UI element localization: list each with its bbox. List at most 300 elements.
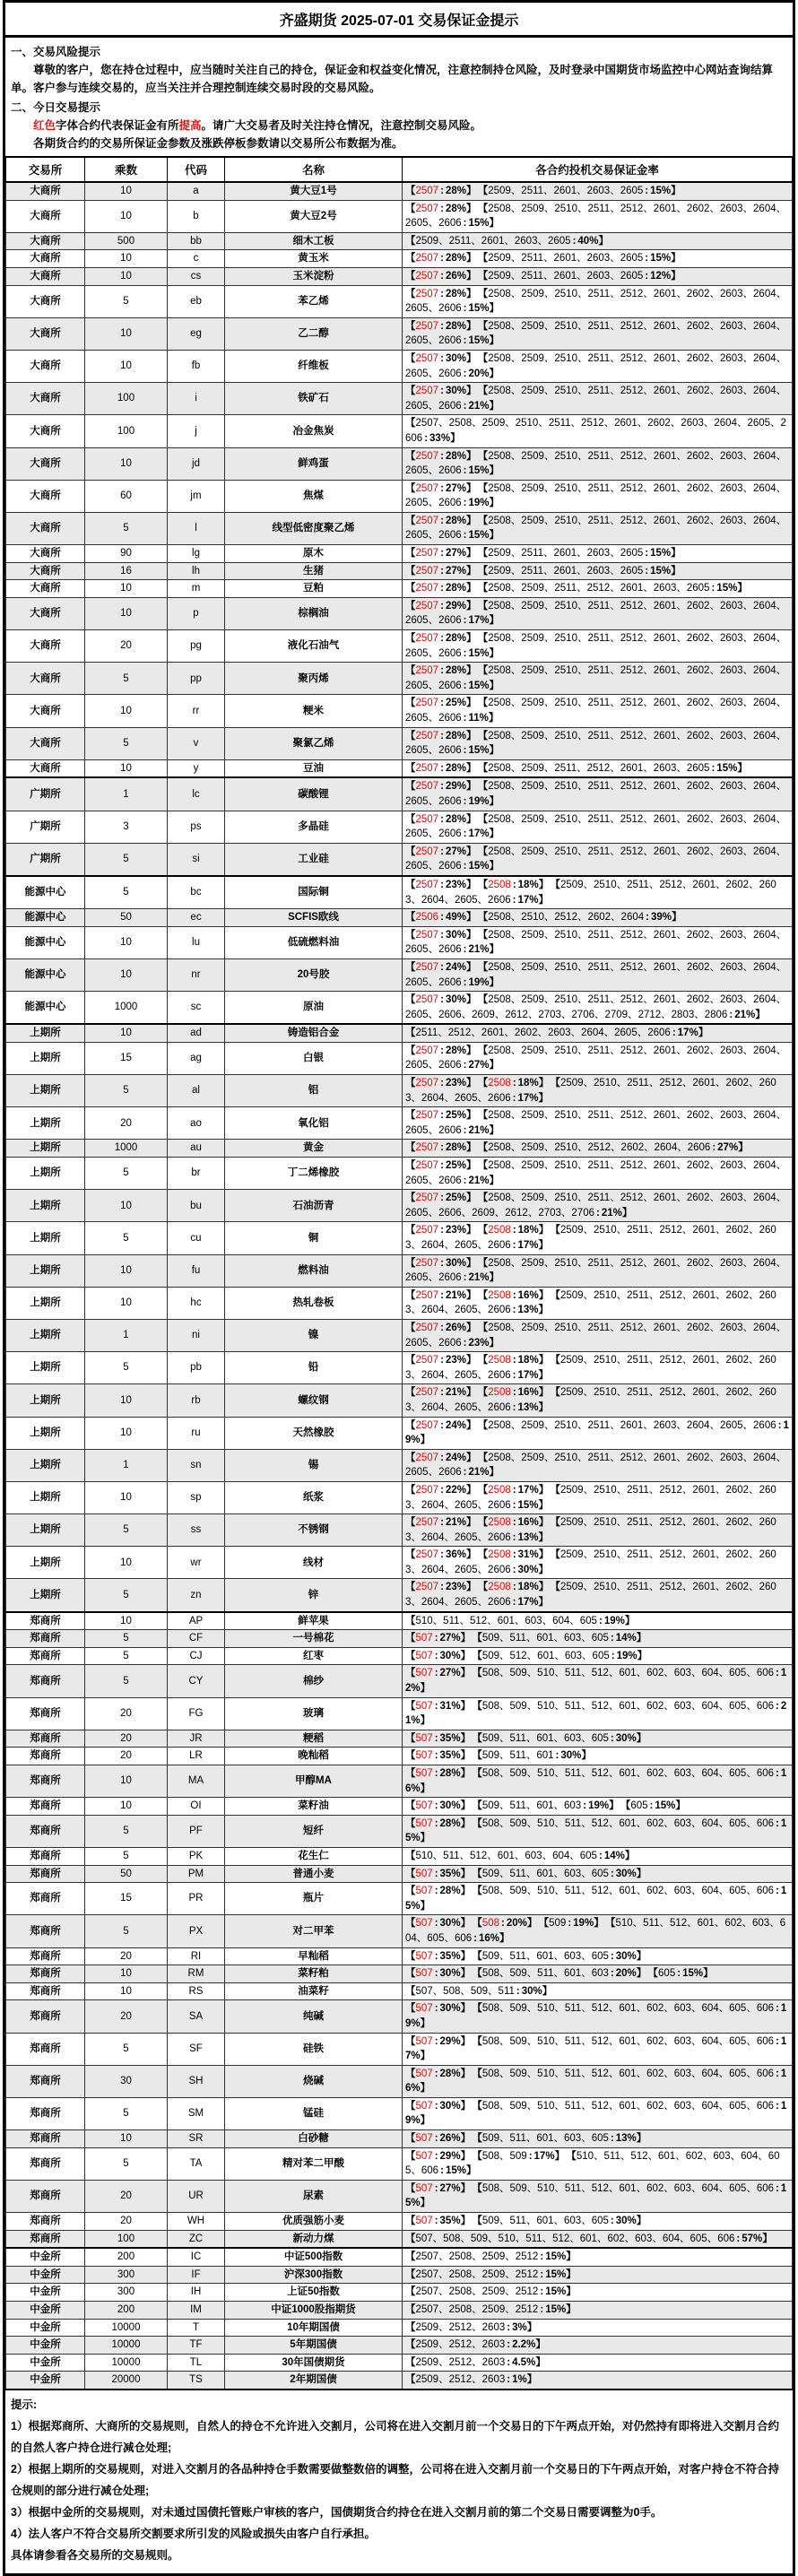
table-row-PK bbox=[6, 1847, 793, 1865]
margin-rate-value: 28% bbox=[439, 2068, 461, 2079]
margin-rate-cell bbox=[403, 562, 793, 580]
raised-margin-contracts: 507 bbox=[415, 2133, 433, 2145]
name-cell: 白银 bbox=[225, 1042, 403, 1074]
name-cell: 工业硅 bbox=[225, 843, 403, 876]
name-cell: 线型低密度聚乙烯 bbox=[225, 512, 403, 544]
margin-rate-cell bbox=[403, 1481, 793, 1514]
raised-margin-contracts: 508 bbox=[481, 1918, 499, 1930]
table-row-rr bbox=[6, 695, 793, 727]
contracts: 2508、2509、2510、2511、2512、2601、2602、2603、2604、2605、2606 bbox=[405, 1452, 787, 1479]
margin-group: 【507 : 35%】 bbox=[405, 1750, 472, 1762]
exchange-cell: 中金所 bbox=[6, 2354, 85, 2372]
name-cell: 聚丙烯 bbox=[225, 663, 403, 695]
margin-rate-value: 30% bbox=[615, 1868, 637, 1879]
name-cell: 锌 bbox=[225, 1579, 403, 1612]
margin-rate-value: 21% bbox=[468, 944, 490, 956]
margin-rate-value: 17% bbox=[517, 1484, 539, 1496]
margin-rate-value: 19% bbox=[573, 1918, 594, 1930]
margin-group: 【2509、2512、2603 : 1%】 bbox=[405, 2374, 538, 2386]
margin-group: 【2508 : 17%】 bbox=[482, 1484, 550, 1496]
name-cell: 苯乙烯 bbox=[225, 285, 403, 317]
contracts: 2509、2512、2603 bbox=[415, 2339, 506, 2351]
code-cell: SM bbox=[168, 2097, 225, 2129]
exchange-cell: 大商所 bbox=[6, 415, 85, 447]
margin-rate-value: 28% bbox=[445, 1045, 466, 1056]
code-cell: ru bbox=[168, 1417, 225, 1449]
margin-rate-cell bbox=[403, 1287, 793, 1319]
margin-group: 【2508、2509、2510、2511、2512、2601、2602、2603、2604、2605、2606 : 15%】 bbox=[405, 450, 787, 477]
margin-rate-cell bbox=[403, 1514, 793, 1547]
margin-rate-value: 17% bbox=[468, 615, 490, 627]
raised-margin-contracts: 507 bbox=[415, 1918, 433, 1930]
margin-group: 【2507 : 28%】 bbox=[405, 515, 477, 526]
name-cell: 锰硅 bbox=[225, 2097, 403, 2129]
table-row-l bbox=[6, 512, 793, 544]
raised-margin-contracts: 2507 bbox=[415, 1160, 439, 1172]
table-row-sc bbox=[6, 992, 793, 1025]
margin-rate-value: 49% bbox=[445, 912, 466, 924]
margin-group: 【2507 : 21%】 bbox=[405, 1517, 477, 1529]
exchange-cell: 能源中心 bbox=[6, 876, 85, 909]
table-row-pb bbox=[6, 1352, 793, 1384]
margin-group: 【2509、2512、2603 : 4.5%】 bbox=[405, 2356, 546, 2368]
margin-group: 【2507 : 23%】 bbox=[405, 879, 477, 890]
raised-margin-contracts: 507 bbox=[415, 1886, 433, 1897]
margin-rate-value: 28% bbox=[445, 730, 466, 742]
code-cell: bb bbox=[168, 232, 225, 250]
margin-rate-value: 15% bbox=[405, 1817, 787, 1844]
margin-rate-value: 15% bbox=[468, 861, 490, 872]
table-row-fu bbox=[6, 1254, 793, 1287]
name-cell: 沪深300指数 bbox=[225, 2266, 403, 2284]
multiplier-cell: 10 bbox=[85, 1547, 168, 1579]
raised-margin-contracts: 2507 bbox=[415, 1549, 439, 1561]
table-row-CY bbox=[6, 1665, 793, 1697]
exchange-cell: 大商所 bbox=[6, 512, 85, 544]
contracts: 2509、2512、2603 bbox=[415, 2321, 506, 2333]
table-row-MA bbox=[6, 1765, 793, 1798]
code-cell: zn bbox=[168, 1579, 225, 1612]
name-cell: 菜籽油 bbox=[225, 1798, 403, 1816]
exchange-cell: 郑商所 bbox=[6, 1630, 85, 1648]
margin-group: 【508 : 20%】 bbox=[477, 1918, 538, 1930]
raised-margin-contracts: 2507 bbox=[415, 386, 439, 397]
code-cell: MA bbox=[168, 1765, 225, 1798]
margin-rate-value: 30% bbox=[445, 1257, 466, 1269]
exchange-cell: 大商所 bbox=[6, 182, 85, 200]
raised-margin-contracts: 2508 bbox=[488, 1484, 511, 1496]
margin-group: 【507 : 27%】 bbox=[405, 1633, 472, 1644]
exchange-cell: 大商所 bbox=[6, 727, 85, 759]
exchange-cell: 大商所 bbox=[6, 562, 85, 580]
code-cell: FG bbox=[168, 1697, 225, 1730]
margin-rate-cell bbox=[403, 232, 793, 250]
multiplier-cell: 10 bbox=[85, 317, 168, 350]
exchange-cell: 广期所 bbox=[6, 777, 85, 811]
code-cell: si bbox=[168, 843, 225, 876]
margin-group: 【509 : 19%】 bbox=[543, 1918, 604, 1930]
exchange-cell: 广期所 bbox=[6, 843, 85, 876]
margin-rate-cell bbox=[403, 1579, 793, 1612]
code-cell: pp bbox=[168, 663, 225, 695]
margin-rate-value: 26% bbox=[445, 270, 466, 282]
contracts: 510、511、512、601、602、603、604、605、606 bbox=[405, 2150, 780, 2177]
margin-group: 【2509、2510、2511、2512、2601、2602、2603、2604、2605、2606 : 13%】 bbox=[405, 1289, 776, 1316]
margin-rate-cell bbox=[403, 2130, 793, 2148]
table-row-IM bbox=[6, 2302, 793, 2320]
multiplier-cell: 10000 bbox=[85, 2337, 168, 2355]
multiplier-cell: 5 bbox=[85, 663, 168, 695]
table-row-pp bbox=[6, 663, 793, 695]
table-row-OI bbox=[6, 1798, 793, 1816]
contracts: 508、509、510、511、512、601、602、603、604、605、606 bbox=[481, 1886, 775, 1897]
contracts: 2508、2509、2510、2511、2512、2601、2602、2603、2604、2605、2606 bbox=[405, 1322, 787, 1349]
margin-rate-cell bbox=[403, 2284, 793, 2302]
exchange-cell: 大商所 bbox=[6, 480, 85, 512]
margin-rate-value: 30% bbox=[560, 1750, 582, 1762]
exchange-cell: 郑商所 bbox=[6, 1798, 85, 1816]
name-cell: 铸造铝合金 bbox=[225, 1024, 403, 1042]
multiplier-cell: 10000 bbox=[85, 2354, 168, 2372]
contracts: 2508、2509、2510、2511、2512、2601、2602、2603、2604、2605、2606 bbox=[405, 633, 787, 659]
plain-text: 。请广大交易者及时关注持仓情况，注意控制交易风险。 bbox=[201, 119, 482, 132]
contracts: 509、511、601、603、605 bbox=[481, 1732, 609, 1744]
contracts: 2509、2510、2511、2512、2601、2602、2603、2604、2605、2606 bbox=[405, 1517, 776, 1543]
exchange-cell: 上期所 bbox=[6, 1352, 85, 1384]
code-cell: IM bbox=[168, 2302, 225, 2320]
margin-group: 【509、511、601、603、605 : 13%】 bbox=[477, 2133, 647, 2145]
multiplier-cell: 100 bbox=[85, 2230, 168, 2248]
name-cell: 国际铜 bbox=[225, 876, 403, 909]
multiplier-cell: 10 bbox=[85, 250, 168, 268]
margin-group: 【2507 : 29%】 bbox=[405, 781, 477, 793]
code-cell: fb bbox=[168, 350, 225, 382]
code-cell: nr bbox=[168, 958, 225, 991]
margin-rate-cell bbox=[403, 1158, 793, 1190]
margin-group: 【507 : 27%】 bbox=[405, 1668, 472, 1679]
name-cell: 晚籼稻 bbox=[225, 1748, 403, 1765]
table-row-IC bbox=[6, 2248, 793, 2266]
exchange-cell: 中金所 bbox=[6, 2337, 85, 2355]
exchange-cell: 中金所 bbox=[6, 2284, 85, 2302]
name-cell: 精对苯二甲酸 bbox=[225, 2147, 403, 2180]
margin-rate-cell bbox=[403, 545, 793, 563]
margin-rate-value: 39% bbox=[650, 912, 672, 924]
code-cell: CY bbox=[168, 1665, 225, 1697]
code-cell: pg bbox=[168, 630, 225, 663]
margin-rate-value: 15% bbox=[405, 2182, 787, 2209]
code-cell: WH bbox=[168, 2213, 225, 2231]
table-row-br bbox=[6, 1158, 793, 1190]
exchange-cell: 上期所 bbox=[6, 1319, 85, 1351]
exchange-cell: 大商所 bbox=[6, 695, 85, 727]
margin-group: 【2508 : 31%】 bbox=[482, 1549, 550, 1561]
exchange-cell: 上期所 bbox=[6, 1075, 85, 1107]
margin-group: 【509、511、601、603 : 19%】 bbox=[477, 1800, 620, 1812]
margin-group: 【2507 : 21%】 bbox=[405, 1387, 477, 1399]
code-cell: jm bbox=[168, 480, 225, 512]
margin-rate-value: 14% bbox=[615, 1633, 637, 1644]
table-row-ag bbox=[6, 1042, 793, 1074]
contracts: 2508、2509、2510、2511、2512、2601、2602、2603、2604、2605、2606 bbox=[405, 781, 787, 807]
exchange-cell: 中金所 bbox=[6, 2372, 85, 2390]
margin-rate-value: 2.2% bbox=[512, 2339, 536, 2351]
raised-margin-contracts: 2507 bbox=[415, 762, 439, 774]
multiplier-cell: 5 bbox=[85, 285, 168, 317]
margin-rate-value: 23% bbox=[468, 1337, 490, 1349]
name-cell: 早籼稻 bbox=[225, 1947, 403, 1965]
exchange-cell: 中金所 bbox=[6, 2248, 85, 2266]
table-row-IH bbox=[6, 2284, 793, 2302]
margin-rate-value: 25% bbox=[445, 1160, 466, 1172]
margin-group: 【2508、2509、2510、2511、2512、2601、2602、2603、2604、2605、2606、2609、2612、2703、2706、2709、2712、2803、2806 : 21%】 bbox=[405, 994, 787, 1020]
name-cell: 乙二醇 bbox=[225, 317, 403, 350]
contracts: 2508、2509、2510、2511、2512、2601、2602、2603、2604、2605、2606 bbox=[405, 203, 787, 230]
margin-rate-value: 19% bbox=[405, 1419, 789, 1446]
col-header-multiplier: 乘数 bbox=[85, 157, 168, 182]
multiplier-cell: 5 bbox=[85, 1222, 168, 1254]
table-row-v bbox=[6, 727, 793, 759]
margin-group: 【2508、2509、2510、2511、2512、2601、2602、2603、2604、2605、2606 : 21%】 bbox=[405, 386, 787, 412]
margin-group: 【2507 : 23%】 bbox=[405, 1225, 477, 1236]
exchange-cell: 上期所 bbox=[6, 1384, 85, 1417]
margin-group: 【2508、2509、2510、2511、2512、2601、2602、2603、2604、2605、2606 : 21%】 bbox=[405, 1110, 787, 1136]
margin-group: 【2508、2509、2510、2511、2512、2601、2602、2603、2604、2605、2606 : 21%】 bbox=[405, 1452, 787, 1479]
contracts: 2508、2509、2511、2512、2601、2603、2605 bbox=[488, 762, 710, 774]
multiplier-cell: 20 bbox=[85, 1748, 168, 1765]
margin-group: 【2508、2509、2510、2511、2512、2601、2602、2603、2604、2605、2606、2609、2612、2703、2706 : 21%】 bbox=[405, 1193, 787, 1219]
margin-rate-value: 17% bbox=[405, 2035, 787, 2062]
margin-rate-value: 18% bbox=[517, 1582, 539, 1593]
contracts: 2509、2511、2601、2603、2605 bbox=[488, 253, 644, 265]
contracts: 508、509、510、511、512、601、602、603、604、605、606 bbox=[481, 2035, 775, 2047]
multiplier-cell: 20 bbox=[85, 2180, 168, 2212]
name-cell: 铜 bbox=[225, 1222, 403, 1254]
code-cell: y bbox=[168, 759, 225, 777]
margin-group: 【605 : 15%】 bbox=[653, 1968, 714, 1980]
raised-margin-contracts: 2507 bbox=[415, 1289, 439, 1301]
name-cell: 鲜苹果 bbox=[225, 1612, 403, 1630]
name-cell: SCFIS欧线 bbox=[225, 909, 403, 927]
multiplier-cell: 10 bbox=[85, 350, 168, 382]
margin-rate-value: 25% bbox=[445, 1193, 466, 1204]
name-cell: 热轧卷板 bbox=[225, 1287, 403, 1319]
raised-margin-contracts: 507 bbox=[415, 1768, 433, 1779]
margin-group: 【2508、2509、2510、2511、2512、2601、2602、2603、2604、2605、2606 : 21%】 bbox=[405, 929, 787, 956]
exchange-cell: 郑商所 bbox=[6, 1697, 85, 1730]
code-cell: eg bbox=[168, 317, 225, 350]
margin-group: 【508、509、510、511、512、601、602、603、604、605、606 : 16%】 bbox=[405, 2068, 787, 2095]
raised-margin-contracts: 2507 bbox=[415, 813, 439, 825]
margin-rate-value: 17% bbox=[517, 1092, 539, 1104]
margin-group: 【2508、2509、2510、2511、2512、2601、2602、2603、2604、2605、2606 : 21%】 bbox=[405, 1160, 787, 1186]
margin-rate-cell bbox=[403, 1075, 793, 1107]
margin-rate-value: 57% bbox=[742, 2233, 763, 2244]
contracts: 2508、2509、2510、2512、2602、2604、2606 bbox=[488, 1142, 711, 1154]
margin-rate-cell bbox=[403, 1697, 793, 1730]
margin-rate-value: 40% bbox=[577, 235, 599, 247]
table-row-i bbox=[6, 383, 793, 415]
raised-margin-contracts: 2507 bbox=[415, 1419, 439, 1431]
contracts: 2508、2509、2510、2511、2512、2601、2602、2603、2604、2605、2606 bbox=[405, 288, 787, 315]
code-cell: l bbox=[168, 512, 225, 544]
name-cell: 不锈钢 bbox=[225, 1514, 403, 1547]
margin-rate-value: 27% bbox=[445, 565, 466, 577]
margin-group: 【507 : 29%】 bbox=[405, 2150, 472, 2162]
table-row-ZC bbox=[6, 2230, 793, 2248]
alert-red-text: 提高 bbox=[178, 119, 202, 132]
name-cell: 优质强筋小麦 bbox=[225, 2213, 403, 2231]
raised-margin-contracts: 2507 bbox=[415, 548, 439, 559]
exchange-cell: 大商所 bbox=[6, 759, 85, 777]
margin-rate-value: 21% bbox=[445, 1387, 466, 1399]
alert-red-text: 红色 bbox=[33, 119, 56, 132]
contracts: 2508、2509、2510、2511、2512、2601、2602、2603、2604、2605、2606 bbox=[405, 450, 787, 477]
multiplier-cell: 100 bbox=[85, 383, 168, 415]
name-cell: 普通小麦 bbox=[225, 1865, 403, 1883]
multiplier-cell: 5 bbox=[85, 1647, 168, 1665]
margin-rate-value: 28% bbox=[445, 813, 466, 825]
margin-rate-value: 25% bbox=[445, 1110, 466, 1122]
margin-rate-cell bbox=[403, 1254, 793, 1287]
margin-group: 【2507 : 26%】 bbox=[405, 270, 477, 282]
contracts: 2507、2508、2509、2510、2511、2512、2601、2602、2603、2604、2605、2606 bbox=[405, 418, 786, 444]
margin-rate-cell bbox=[403, 843, 793, 876]
raised-margin-contracts: 2507 bbox=[415, 1045, 439, 1056]
exchange-cell: 能源中心 bbox=[6, 992, 85, 1025]
notes-section bbox=[5, 2390, 793, 2573]
code-cell: ss bbox=[168, 1514, 225, 1547]
note-item: 3）根据中金所的交易规则，对未通过国债托管账户审核的客户，国债期货合约持仓在进入交割月前的第二个交易日需要调整为0手。 bbox=[11, 2505, 663, 2519]
raised-margin-contracts: 2508 bbox=[488, 1289, 511, 1301]
margin-rate-cell bbox=[403, 512, 793, 544]
margin-rate-value: 28% bbox=[439, 1768, 461, 1779]
margin-rate-value: 28% bbox=[439, 1886, 461, 1897]
name-cell: 玉米淀粉 bbox=[225, 267, 403, 285]
multiplier-cell: 500 bbox=[85, 232, 168, 250]
margin-rate-cell bbox=[403, 2097, 793, 2129]
table-row-ru bbox=[6, 1417, 793, 1449]
exchange-cell: 郑商所 bbox=[6, 2000, 85, 2033]
name-cell: 红枣 bbox=[225, 1647, 403, 1665]
margin-group: 【2507 : 25%】 bbox=[405, 1110, 477, 1122]
code-cell: cu bbox=[168, 1222, 225, 1254]
raised-margin-contracts: 507 bbox=[415, 1668, 433, 1679]
margin-group: 【2509、2510、2511、2512、2601、2602、2603、2604、2605、2606 : 13%】 bbox=[405, 1517, 776, 1543]
multiplier-cell: 20 bbox=[85, 2213, 168, 2231]
margin-rate-value: 15% bbox=[545, 2268, 567, 2280]
margin-rate-cell bbox=[403, 2213, 793, 2231]
margin-group: 【2509、2511、2601、2603、2605 : 15%】 bbox=[482, 565, 681, 577]
raised-margin-contracts: 2507 bbox=[415, 1257, 439, 1269]
name-cell: 锡 bbox=[225, 1449, 403, 1481]
multiplier-cell: 5 bbox=[85, 1579, 168, 1612]
margin-rate-value: 18% bbox=[517, 1355, 539, 1366]
table-row-T bbox=[6, 2319, 793, 2337]
margin-rate-value: 30% bbox=[439, 1968, 461, 1980]
margin-rate-value: 15% bbox=[468, 218, 490, 230]
margin-group: 【509、511、601、603、605 : 30%】 bbox=[477, 2216, 647, 2227]
margin-rate-value: 27% bbox=[439, 1668, 461, 1679]
margin-group: 【507 : 35%】 bbox=[405, 1868, 472, 1879]
raised-margin-contracts: 2507 bbox=[415, 961, 439, 973]
margin-rate-value: 35% bbox=[439, 1868, 461, 1879]
multiplier-cell: 10 bbox=[85, 580, 168, 598]
margin-rate-value: 19% bbox=[468, 795, 490, 807]
margin-rate-value: 13% bbox=[517, 1401, 539, 1413]
multiplier-cell: 5 bbox=[85, 1915, 168, 1947]
code-cell: cs bbox=[168, 267, 225, 285]
margin-group: 【2508、2509、2510、2511、2512、2601、2602、2603、2604、2605、2606 : 15%】 bbox=[405, 288, 787, 315]
col-header-name: 名称 bbox=[225, 157, 403, 182]
contracts: 508、509、510、511、512、601、602、603、604、605、606 bbox=[481, 2003, 775, 2015]
name-cell: 玻璃 bbox=[225, 1697, 403, 1730]
raised-margin-contracts: 2507 bbox=[415, 633, 439, 645]
margin-rate-value: 22% bbox=[445, 1484, 466, 1496]
table-row-UR bbox=[6, 2180, 793, 2212]
margin-rate-value: 23% bbox=[445, 1582, 466, 1593]
name-cell: 硅铁 bbox=[225, 2033, 403, 2065]
margin-group: 【2508、2509、2510、2511、2512、2601、2602、2603、2604、2605、2606 : 19%】 bbox=[405, 482, 787, 509]
exchange-cell: 郑商所 bbox=[6, 1847, 85, 1865]
contracts: 510、511、512、601、602、603、604、605、606 bbox=[405, 1918, 786, 1944]
exchange-cell: 郑商所 bbox=[6, 2065, 85, 2097]
exchange-cell: 大商所 bbox=[6, 317, 85, 350]
raised-margin-contracts: 2507 bbox=[415, 994, 439, 1006]
margin-rate-value: 15% bbox=[468, 303, 490, 315]
multiplier-cell: 10 bbox=[85, 1254, 168, 1287]
margin-rate-cell bbox=[403, 1965, 793, 1983]
margin-group: 【508、509、510、511、512、601、602、603、604、605、606 : 15%】 bbox=[405, 1886, 787, 1912]
margin-group: 【2507 : 28%】 bbox=[405, 762, 477, 774]
exchange-cell: 郑商所 bbox=[6, 2230, 85, 2248]
today-section-line2: 各期货合约的交易所保证金参数及涨跌停板参数请以交易所公布数据为准。 bbox=[33, 137, 403, 150]
multiplier-cell: 200 bbox=[85, 2302, 168, 2320]
margin-rate-cell bbox=[403, 317, 793, 350]
name-cell: 聚氯乙烯 bbox=[225, 727, 403, 759]
table-row-cs bbox=[6, 267, 793, 285]
margin-rate-value: 17% bbox=[517, 1597, 539, 1609]
code-cell: p bbox=[168, 597, 225, 629]
margin-group: 【508、509 : 17%】 bbox=[477, 2150, 566, 2162]
code-cell: sp bbox=[168, 1481, 225, 1514]
margin-rate-cell bbox=[403, 2319, 793, 2337]
exchange-cell: 大商所 bbox=[6, 597, 85, 629]
margin-rate-value: 30% bbox=[439, 1918, 461, 1930]
code-cell: SH bbox=[168, 2065, 225, 2097]
margin-rate-value: 23% bbox=[445, 1225, 466, 1236]
margin-group: 【2507 : 21%】 bbox=[405, 1289, 477, 1301]
table-row-lc bbox=[6, 777, 793, 811]
margin-rate-cell bbox=[403, 1024, 793, 1042]
margin-rate-value: 35% bbox=[439, 1750, 461, 1762]
margin-group: 【2507 : 30%】 bbox=[405, 352, 477, 364]
margin-rate-cell bbox=[403, 1815, 793, 1847]
margin-rate-cell bbox=[403, 695, 793, 727]
multiplier-cell: 5 bbox=[85, 512, 168, 544]
margin-group: 【2507 : 28%】 bbox=[405, 583, 477, 594]
margin-group: 【2507 : 24%】 bbox=[405, 961, 477, 973]
table-row-y bbox=[6, 759, 793, 777]
raised-margin-contracts: 507 bbox=[415, 1650, 433, 1661]
table-row-sp bbox=[6, 1481, 793, 1514]
code-cell: TF bbox=[168, 2337, 225, 2355]
margin-rate-value: 19% bbox=[603, 1615, 625, 1626]
code-cell: UR bbox=[168, 2180, 225, 2212]
raised-margin-contracts: 2507 bbox=[415, 482, 439, 494]
margin-rate-cell bbox=[403, 1982, 793, 2000]
margin-rate-cell bbox=[403, 2302, 793, 2320]
